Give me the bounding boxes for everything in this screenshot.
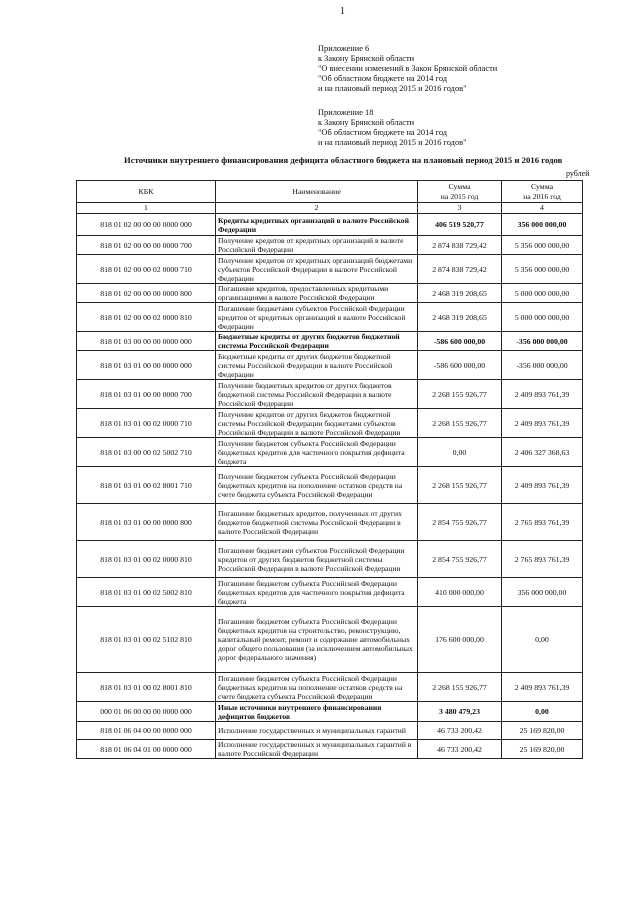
table-row: [77, 702, 583, 722]
column-numbers-row: [77, 203, 583, 214]
sum-2015-cell: 2 468 319 208,65: [418, 303, 502, 332]
column-number: 1: [77, 203, 216, 214]
sum-2016-cell: 2 409 893 761,39: [502, 380, 583, 409]
table-row: [77, 722, 583, 740]
header-sum-2015: Сумма на 2015 год: [418, 181, 502, 203]
sum-2015-cell: 176 600 000,00: [418, 607, 502, 673]
sum-2015-cell: 2 268 155 926,77: [418, 673, 502, 702]
table-body: [77, 214, 583, 759]
kbk-cell: 818 01 03 01 00 02 5002 810: [77, 578, 216, 607]
sum-2016-cell: 2 409 893 761,39: [502, 409, 583, 438]
kbk-cell: 818 01 03 01 00 00 0000 800: [77, 504, 216, 541]
column-number: 2: [216, 203, 418, 214]
sum-2015-cell: 2 268 155 926,77: [418, 409, 502, 438]
kbk-cell: 818 01 03 00 00 00 0000 000: [77, 332, 216, 351]
sum-2015-cell: -586 600 000,00: [418, 332, 502, 351]
appendix-line: и на плановый период 2015 и 2016 годов": [318, 138, 467, 147]
table-row: [77, 504, 583, 541]
header-sum-2016: Сумма на 2016 год: [502, 181, 583, 203]
kbk-cell: 818 01 03 01 00 02 5102 810: [77, 607, 216, 673]
appendix-line: к Закону Брянской области: [318, 54, 415, 63]
table-row: [77, 541, 583, 578]
sum-2016-cell: 5 356 000 000,00: [502, 255, 583, 284]
table-row: [77, 438, 583, 467]
sum-2016-cell: 2 409 893 761,39: [502, 673, 583, 702]
sum-2016-cell: -356 000 000,00: [502, 332, 583, 351]
table-row: [77, 255, 583, 284]
sum-2015-cell: 2 854 755 926,77: [418, 504, 502, 541]
table-header-row: [77, 181, 583, 203]
kbk-cell: 000 01 06 00 00 00 0000 000: [77, 702, 216, 722]
page-number: 1: [340, 6, 345, 17]
sum-2016-cell: 0,00: [502, 607, 583, 673]
kbk-cell: 818 01 02 00 00 00 0000 700: [77, 236, 216, 255]
kbk-cell: 818 01 03 00 00 02 5002 710: [77, 438, 216, 467]
sum-2016-cell: 2 765 893 761,39: [502, 541, 583, 578]
sum-2016-cell: 25 169 820,00: [502, 722, 583, 740]
sum-2016-cell: 356 000 000,00: [502, 214, 583, 236]
name-cell: Иные источники внутреннего финансирования дефицитов бюджетов: [216, 702, 418, 722]
name-cell: Погашение бюджетом субъекта Российской Федерации бюджетных кредитов для частичного покрытия дефицита бюджета: [216, 578, 418, 607]
table-row: [77, 236, 583, 255]
kbk-cell: 818 01 03 01 00 02 8001 710: [77, 467, 216, 504]
column-number: 3: [418, 203, 502, 214]
name-cell: Кредиты кредитных организаций в валюте Российской Федерации: [216, 214, 418, 236]
name-cell: Исполнение государственных и муниципальных гарантий: [216, 722, 418, 740]
name-cell: Погашение кредитов, предоставленных кредитными организациями в валюте Российской Федерации: [216, 284, 418, 303]
appendix-line: "Об областном бюджете на 2014 год: [318, 128, 448, 137]
table-row: [77, 607, 583, 673]
sum-2015-cell: 2 874 838 729,42: [418, 255, 502, 284]
kbk-cell: 818 01 03 01 00 02 0000 710: [77, 409, 216, 438]
name-cell: Погашение бюджетных кредитов, полученных от других бюджетов бюджетной системы Российской Федерации в валюте Российской Федерации: [216, 504, 418, 541]
units-label: рублей: [566, 169, 590, 178]
sum-2016-cell: 5 000 000 000,00: [502, 284, 583, 303]
sum-2016-cell: 2 409 893 761,39: [502, 467, 583, 504]
sum-2016-cell: 0,00: [502, 702, 583, 722]
appendix-line: и на плановый период 2015 и 2016 годов": [318, 84, 467, 93]
name-cell: Погашение бюджетами субъектов Российской Федерации кредитов от кредитных организаций в валюте Российской Федерации: [216, 303, 418, 332]
name-cell: Получение кредитов от кредитных организаций бюджетами субъектов Российской Федерации в валюте Российской Федерации: [216, 255, 418, 284]
kbk-cell: 818 01 02 00 00 02 0000 710: [77, 255, 216, 284]
kbk-cell: 818 01 06 04 00 00 0000 000: [77, 722, 216, 740]
sum-2015-cell: 2 268 155 926,77: [418, 380, 502, 409]
kbk-cell: 818 01 03 01 00 00 0000 700: [77, 380, 216, 409]
sum-2016-cell: 5 356 000 000,00: [502, 236, 583, 255]
sum-2015-cell: 2 854 755 926,77: [418, 541, 502, 578]
sum-2015-cell: 3 480 479,23: [418, 702, 502, 722]
sum-2015-cell: 46 733 200,42: [418, 722, 502, 740]
sum-2015-cell: 2 874 838 729,42: [418, 236, 502, 255]
appendix-line: к Закону Брянской области: [318, 118, 415, 127]
appendix-line: "О внесении изменений в Закон Брянской области: [318, 64, 498, 73]
kbk-cell: 818 01 02 00 00 00 0000 000: [77, 214, 216, 236]
name-cell: Бюджетные кредиты от других бюджетов бюджетной системы Российской Федерации: [216, 332, 418, 351]
kbk-cell: 818 01 06 04 01 00 0000 000: [77, 740, 216, 759]
sum-2015-cell: 2 468 319 208,65: [418, 284, 502, 303]
table-row: [77, 332, 583, 351]
name-cell: Погашение бюджетом субъекта Российской Федерации бюджетных кредитов на строительство, реконструкцию, капитальный ремонт, ремонт и содержание автомобильных дорог общего пользования (за исключением автомобильных дорог федерального значения): [216, 607, 418, 673]
table-row: [77, 467, 583, 504]
table-row: [77, 578, 583, 607]
sum-2016-cell: 2 406 327 368,63: [502, 438, 583, 467]
sum-2016-cell: 356 000 000,00: [502, 578, 583, 607]
appendix-line: Приложение 18: [318, 108, 374, 117]
sum-2015-cell: 2 268 155 926,77: [418, 467, 502, 504]
name-cell: Получение бюджетом субъекта Российской Федерации бюджетных кредитов для частичного покрытия дефицита бюджета: [216, 438, 418, 467]
kbk-cell: 818 01 03 01 00 00 0000 000: [77, 351, 216, 380]
sum-2016-cell: 5 000 000 000,00: [502, 303, 583, 332]
name-cell: Получение кредитов от других бюджетов бюджетной системы Российской Федерации бюджетами субъектов Российской Федерации в валюте Российской Федерации: [216, 409, 418, 438]
kbk-cell: 818 01 03 01 00 02 0000 810: [77, 541, 216, 578]
sum-2015-cell: 410 000 000,00: [418, 578, 502, 607]
sum-2016-cell: -356 000 000,00: [502, 351, 583, 380]
appendix-line: "Об областном бюджете на 2014 год: [318, 74, 448, 83]
financing-sources-table: [76, 180, 583, 759]
appendix-note-1: [318, 44, 497, 94]
name-cell: Получение кредитов от кредитных организаций в валюте Российской Федерации: [216, 236, 418, 255]
table-row: [77, 214, 583, 236]
name-cell: Погашение бюджетами субъектов Российской Федерации кредитов от других бюджетов бюджетной системы Российской Федерации в валюте Российской Федерации: [216, 541, 418, 578]
table-row: [77, 351, 583, 380]
header-name: Наименование: [216, 181, 418, 203]
name-cell: Получение бюджетных кредитов от других бюджетов бюджетной системы Российской Федерации в валюте Российской Федерации: [216, 380, 418, 409]
sum-2015-cell: -586 600 000,00: [418, 351, 502, 380]
document-title: Источники внутреннего финансирования дефицита областного бюджета на плановый период 2015 и 2016 годов: [124, 155, 563, 165]
table-row: [77, 380, 583, 409]
appendix-line: Приложение 6: [318, 44, 370, 53]
name-cell: Бюджетные кредиты от других бюджетов бюджетной системы Российской Федерации в валюте Российской Федерации: [216, 351, 418, 380]
table-row: [77, 673, 583, 702]
name-cell: Погашение бюджетом субъекта Российской Федерации бюджетных кредитов на пополнение остатков средств на счете бюджета субъекта Российской Федерации: [216, 673, 418, 702]
table-row: [77, 409, 583, 438]
appendix-note-2: [318, 108, 467, 148]
sum-2015-cell: 0,00: [418, 438, 502, 467]
sum-2016-cell: 2 765 893 761,39: [502, 504, 583, 541]
name-cell: Исполнение государственных и муниципальных гарантий в валюте Российской Федерации: [216, 740, 418, 759]
sum-2015-cell: 46 733 200,42: [418, 740, 502, 759]
kbk-cell: 818 01 02 00 00 02 0000 810: [77, 303, 216, 332]
table-row: [77, 284, 583, 303]
kbk-cell: 818 01 02 00 00 00 0000 800: [77, 284, 216, 303]
header-kbk: КБК: [77, 181, 216, 203]
name-cell: Получение бюджетом субъекта Российской Федерации бюджетных кредитов на пополнение остатков средств на счете бюджета субъекта Российской Федерации: [216, 467, 418, 504]
column-number: 4: [502, 203, 583, 214]
table-row: [77, 740, 583, 759]
table-row: [77, 303, 583, 332]
kbk-cell: 818 01 03 01 00 02 8001 810: [77, 673, 216, 702]
sum-2016-cell: 25 169 820,00: [502, 740, 583, 759]
sum-2015-cell: 406 519 520,77: [418, 214, 502, 236]
